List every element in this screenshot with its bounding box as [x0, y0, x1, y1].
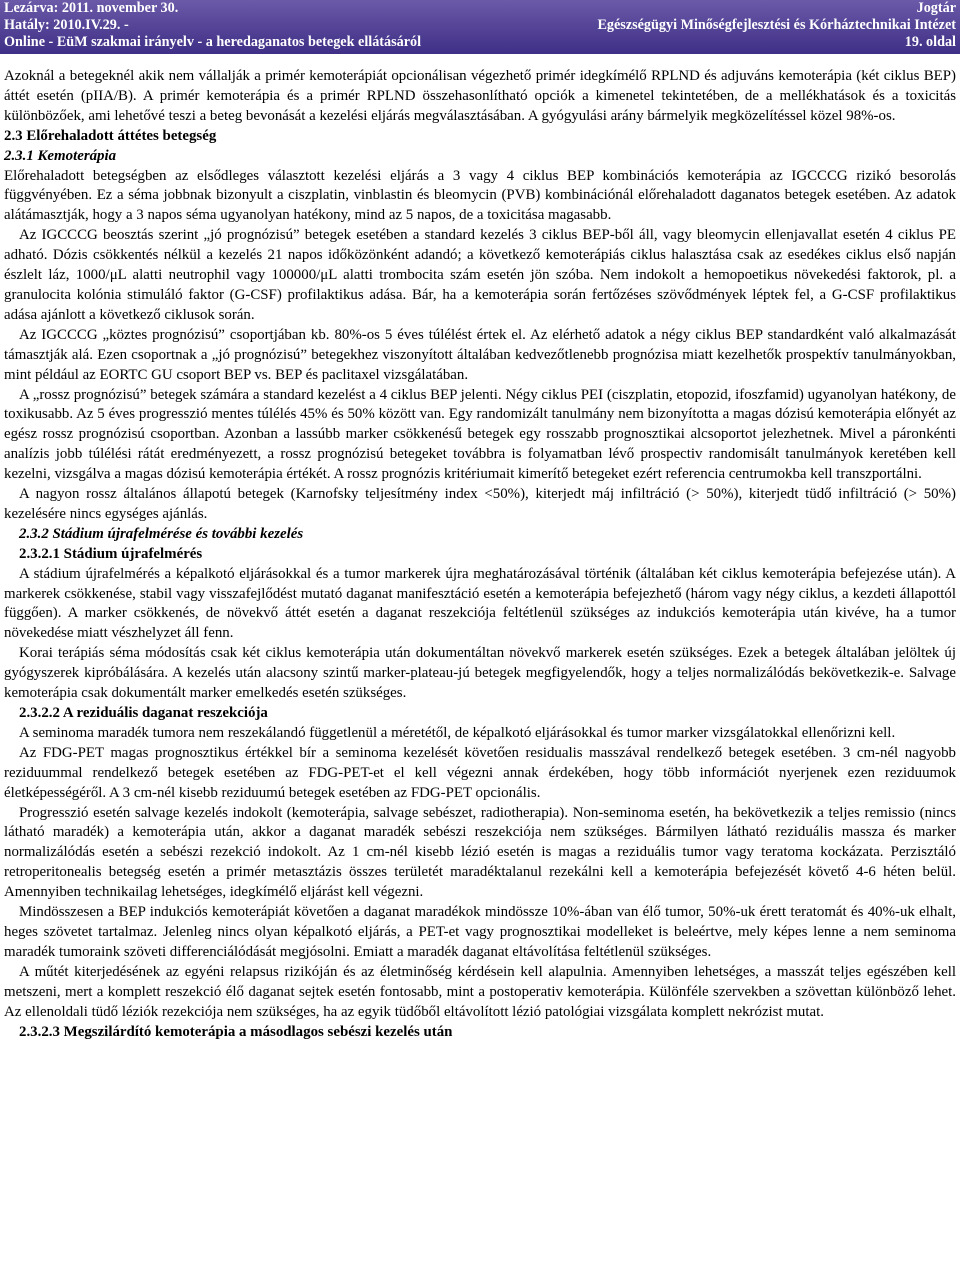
header-row-1	[4, 0, 956, 17]
paragraph: Előrehaladott betegségben az elsődleges választott kezelési eljárás a 3 vagy 4 ciklus BEP kombinációs kemoterápia az IGCCCG rizikó besorolás függvényében. Ez a séma jobbnak bizonyult a ciszplatin, vinblastin és bleomycin (PVB) kombinációnál előrehaladott daganatos betegek esetében. Az adatok alátámasztják, hogy a 3 napos séma ugyanolyan hatékony, mind az 5 napos, de a toxicitása magasabb.	[4, 167, 956, 224]
subsubsection-heading: 2.3.2.3 Megszilárdító kemoterápia a másodlagos sebészi kezelés után	[19, 1023, 453, 1040]
page-header	[0, 0, 960, 54]
header-row-3	[4, 34, 956, 51]
subsubsection-heading: 2.3.2.1 Stádium újrafelmérés	[19, 545, 203, 562]
paragraph: Az IGCCCG „köztes prognózisú” csoportjában kb. 80%-os 5 éves túlélést értek el. Az elérhető adatok a négy ciklus BEP standardként való alkalmazását támasztják alá. Ezen csoportnak a „jó prognózisú” betegekhez viszonyított általában kedvezőtlenebb prognózisa miatt kezelhetők prospektív tanulmányokban, mint például az EORTC GU csoport BEP vs. BEP és paclitaxel vizsgálatában.	[4, 326, 956, 383]
effective-date: Hatály: 2010.IV.29. -	[4, 17, 129, 33]
paragraph: Korai terápiás séma módosítás csak két ciklus kemoterápia után dokumentáltan növekvő markerek esetén szükséges. Ezek a betegek általában jelöltek új gyógyszerek kipróbálására. A kezelés után alacsony szintű marker-plateau-jú betegek megfigyelendők, hogy a teljes normalizálódás bekövetkezik-e. Salvage kemoterápia csak dokumentált marker emelkedés esetén szükséges.	[4, 645, 956, 702]
paragraph: Az IGCCCG beosztás szerint „jó prognózisú” betegek esetében a standard kezelés 3 ciklus BEP-ből áll, vagy bleomycin ellenjavallat esetén 4 ciklus PE adható. Dózis csökkentés nélkül a kezelés 21 napos időközönként adandó; a következő kemoterápiás ciklus halasztása csak az esedékes ciklus első napján észlelt láz, 1000/μL alatti neutrophil vagy 100000/μL alatti trombocita szám esetén jön szóba. Nem indokolt a hemopoetikus növekedési faktorok, pl. a granulocita kolónia stimuláló faktor (G-CSF) profilaktikus adása. Bár, ha a kemoterápia során fertőzéses szövődmények léptek fel, a G-CSF profilaktikus adása ajánlott a következő ciklusok során.	[4, 227, 956, 323]
paragraph: A nagyon rossz általános állapotú betegek (Karnofsky teljesítmény index <50%), kiterjedt máj infiltráció (> 50%), kiterjedt tüdő infiltráció (> 50%) kezelésére nincs egységes ajánlás.	[4, 486, 956, 522]
section-heading: 2.3 Előrehaladott áttétes betegség	[4, 127, 217, 144]
paragraph: Progresszió esetén salvage kezelés indokolt (kemoterápia, salvage sebészet, radiotherapia). Non-seminoma esetén, ha bekövetkezik a teljes remissio (nincs látható maradék) a kemoterápia után, akkor a daganat maradék sebészi reszekciója nem szükséges. Bármilyen látható reziduális massza és marker normalizálódás esetén a sebészi rezekció indokolt. Az 1 cm-nél kisebb lézió esetén is magas a reziduális tumor vagy teratoma kockázata. Perzisztáló retroperitonealis betegség esetén a primér metasztázis összes területét maradéktalanul rezekálni kell a kemoterápia befejezését követő 4-6 héten belül. Amennyiben technikailag lehetséges, idegkímélő eljárást kell végezni.	[4, 804, 956, 901]
paragraph: Mindösszesen a BEP indukciós kemoterápiát követően a daganat maradékok mindössze 10%-ában van élő tumor, 50%-uk érett teratomát és 40%-uk elhalt, heges szövetet tartalmaz. Jelenleg nincs olyan képalkotó eljárás, a PET-et vagy prognosztikai modelleket is beleértve, mely képes lenne a nem seminoma maradék tumoraink szöveti differenciálódását megjósolni. Emiatt a maradék daganat eltávolítása feltétlenül szükséges.	[4, 904, 956, 960]
subsection-heading: 2.3.2 Stádium újrafelmérése és további kezelés	[19, 525, 304, 542]
paragraph: A műtét kiterjedésének az egyéni relapsus rizikóján és az életminőség kérdésein kell alapulnia. Amennyiben lehetséges, a masszát teljes egészében kell metszeni, mert a komplett reszekció élő daganat sejtek esetén fontosabb, mint a postoperativ kemoterápia. Különféle szervekben a szövettan különböző lehet. Az ellenoldali tüdő léziók rezekciója nem szükséges, ha az egyik tüdőből eltávolított lézió patológiai vizsgálata komplett nekrózist mutat.	[4, 963, 956, 1020]
paragraph: Azoknál a betegeknél akik nem vállalják a primér kemoterápiát opcionálisan végezhető primér idegkímélő RPLND és adjuváns kemoterápia (két ciklus BEP) áttét esetén (pIIA/B). A primér kemoterápia és a primér RPLND összehasonlítható opciók a kimenetel tekintetében, de a mellékhatások és a toxicitás különbözőek, ami lehetővé teszi a beteg bevonását a kezelési eljárás megválasztásában. A gyógyulási arány bármelyik megközelítéssel közel 98%-os.	[4, 68, 956, 124]
paragraph: A seminoma maradék tumora nem reszekálandó függetlenül a méretétől, de képalkotó eljárásokkal és tumor marker vizsgálatokkal ellenőrizni kell.	[19, 724, 896, 741]
paragraph: A „rossz prognózisú” betegek számára a standard kezelést a 4 ciklus BEP jelenti. Négy ciklus PEI (ciszplatin, etopozid, ifoszfamid) ugyanolyan hatékony, de toxikusabb. Az 5 éves progresszió mentes túlélés 45% és 50% között van. Egy randomizált tanulmány nem bizonyította a magas dózisú kemoterápia előnyét az egész rossz prognózisú csoportban. Azonban a lassúbb marker csökkenésű betegek egy rosszabb prognosztikai alcsoportot jelezhetnek. Mivel a páronkénti analízis jobb túlélési rátát eredményezett, a rossz prognózisú betegeket továbbra is folyamatban lévő prospectiv randomisált tanulmányok keretében kell kezelni, vizsgálva a magas dózisú kemoterápia értékét. A rossz prognózis kritériumait kimerítő betegeket ezért referencia centrumokba kell transzportálni.	[4, 386, 956, 483]
document-body	[4, 67, 956, 1042]
source-name: Jogtár	[916, 0, 956, 16]
institute-name: Egészségügyi Minőségfejlesztési és Kórháztechnikai Intézet	[597, 17, 956, 33]
paragraph: Az FDG-PET magas prognosztikus értékkel bír a seminoma kezelését követően residualis masszával rendelkező betegek esetében. 3 cm-nél nagyobb reziduummal rendelkező betegek esetében az FDG-PET-et el kell végezni annak érdekében, hogy több információt nyerjenek ezen reziduumok életképességéről. A 3 cm-nél kisebb reziduumú betegek esetében az FDG-PET opcionális.	[4, 744, 956, 801]
subsubsection-heading: 2.3.2.2 A reziduális daganat reszekciója	[19, 705, 268, 721]
closure-date: Lezárva: 2011. november 30.	[4, 0, 179, 16]
subsection-heading: 2.3.1 Kemoterápia	[4, 147, 117, 164]
paragraph: A stádium újrafelmérés a képalkotó eljárásokkal és a tumor markerek újra meghatározásával történik (általában két ciklus kemoterápia befejezése után). A markerek csökkenése, stabil vagy visszafejlődést mutató daganat manifesztáció esetén a kemoterápia befejezhető (három vagy négy ciklus, a kezdeti állapottól függően). A marker csökkenés, de növekvő áttét esetén a daganat reszekciója feltétlenül szükséges az indukciós kemoterápia után kivéve, ha a tumor növekedése miatt vészhelyzet áll fenn.	[4, 565, 956, 642]
header-row-2	[4, 17, 956, 34]
page-number: 19. oldal	[904, 34, 956, 50]
document-title: Online - EüM szakmai irányelv - a heredaganatos betegek ellátásáról	[4, 34, 422, 50]
